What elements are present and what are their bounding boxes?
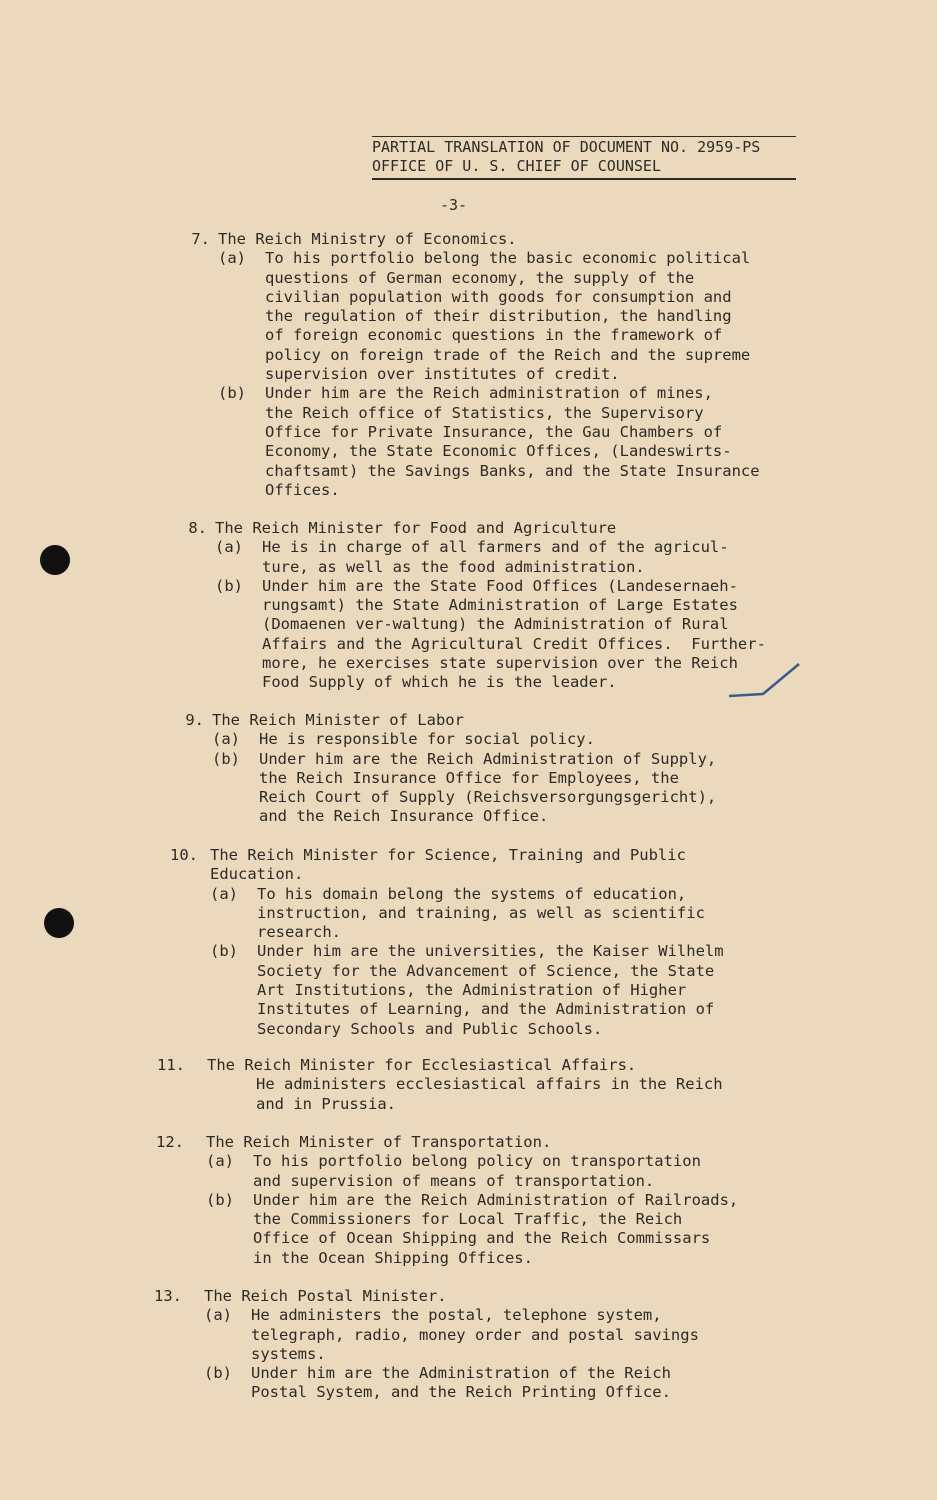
item-number: 11. [157,1056,185,1074]
item-title: The Reich Ministry of Economics. [218,230,517,248]
item-title: The Reich Minister for Ecclesiastical Affairs. [207,1056,637,1074]
sub-text: Under him are the universities, the Kaiser Wilhelm Society for the Advancement of Science, the State Art Institutions, the Administration of Higher Institutes of Learning, and the Administration of Secondary Schools and Public Schools. [257,942,724,1038]
sub-text: To his portfolio belong the basic economic political questions of German economy, the supply of the civilian population with goods for consumption and the regulation of their distribution, the handling of foreign economic questions in the framework of policy on foreign trade of the Reich and the supreme supervision over institutes of credit. [265,249,751,384]
sub-text: Under him are the Reich Administration of Supply, the Reich Insurance Office for Employees, the Reich Court of Supply (Reichsversorgungsgericht), and the Reich Insurance Office. [259,749,717,826]
sub-label: (b) [212,749,240,768]
list-item [156,1133,739,1268]
sub-text: Under him are the Reich administration of mines, the Reich office of Statistics, the Supervisory Office for Private Insurance, the Gau Chambers of Economy, the State Economic Offices, (Landeswirts- chaftsamt) the Savings Banks, and the State Insurance Offices. [265,384,760,499]
sub-item [206,1191,738,1268]
sub-label: (b) [218,384,246,403]
item-number: 9. [185,711,204,729]
item-number: 8. [188,519,207,537]
sub-label: (a) [212,730,240,749]
sub-label: (a) [218,249,246,268]
sub-text: He is in charge of all farmers and of the agricul- ture, as well as the food administration. [262,538,729,576]
sub-label: (a) [215,538,243,557]
sub-label: (b) [210,942,238,961]
list-item [154,1287,699,1403]
sub-text: To his portfolio belong policy on transportation and supervision of means of transportation. [253,1152,701,1190]
item-title: The Reich Minister for Food and Agriculture [215,519,617,537]
list-item [170,846,724,1039]
page-number: -3- [440,196,468,214]
sub-item [210,885,724,943]
item-title: The Reich Minister of Transportation. [206,1133,552,1151]
sub-item [207,1075,723,1114]
sub-label: (b) [204,1364,232,1383]
punch-hole [44,908,74,938]
sub-text: He administers the postal, telephone system, telegraph, radio, money order and postal savings systems. [251,1306,699,1363]
list-item [185,711,717,827]
list-item [157,1056,723,1114]
item-number: 12. [156,1133,184,1151]
item-number: 13. [154,1287,182,1305]
sub-label: (b) [206,1190,234,1209]
header-line-2: OFFICE OF U. S. CHIEF OF COUNSEL [372,157,796,180]
sub-item [218,384,760,500]
sub-text: He is responsible for social policy. [259,730,595,749]
sub-item [204,1364,699,1403]
item-title: The Reich Postal Minister. [204,1287,447,1305]
item-number: 7. [191,230,210,248]
sub-text: Under him are the State Food Offices (Landesernaeh- rungsamt) the State Administration of Large Estates (Domaenen ver-waltung) the Administration of Rural Affairs and the Agricultural Credit Offices. Further- more, he exercises state supervision over the Reich Food Supply of which he is the leader. [262,576,766,692]
list-item [191,230,760,500]
header-line-1: PARTIAL TRANSLATION OF DOCUMENT NO. 2959-PS [372,136,796,157]
sub-item [212,750,716,827]
sub-item [215,538,766,577]
sub-text: Under him are the Reich Administration of Railroads, the Commissioners for Local Traffic, the Reich Office of Ocean Shipping and the Reich Commissars in the Ocean Shipping Offices. [253,1190,739,1267]
item-number: 10. [170,846,198,864]
sub-label: (a) [210,884,238,903]
sub-label: (b) [215,576,243,595]
sub-label: (a) [204,1306,232,1325]
sub-label: (a) [206,1152,234,1171]
sub-item [210,942,724,1038]
sub-item [204,1306,699,1364]
item-title: The Reich Minister of Labor [212,711,464,729]
sub-item [206,1152,738,1191]
sub-text: He administers ecclesiastical affairs in the Reich and in Prussia. [256,1075,723,1113]
list-item [188,519,766,693]
sub-item [215,577,766,693]
sub-item [212,730,716,749]
item-title: The Reich Minister for Science, Training and Public Education. [210,846,686,884]
sub-text: To his domain belong the systems of education, instruction, and training, as well as scientific research. [257,884,705,942]
document-header [372,136,796,180]
punch-hole [40,545,70,575]
sub-text: Under him are the Administration of the Reich Postal System, and the Reich Printing Office. [251,1364,671,1402]
sub-item [218,249,760,384]
